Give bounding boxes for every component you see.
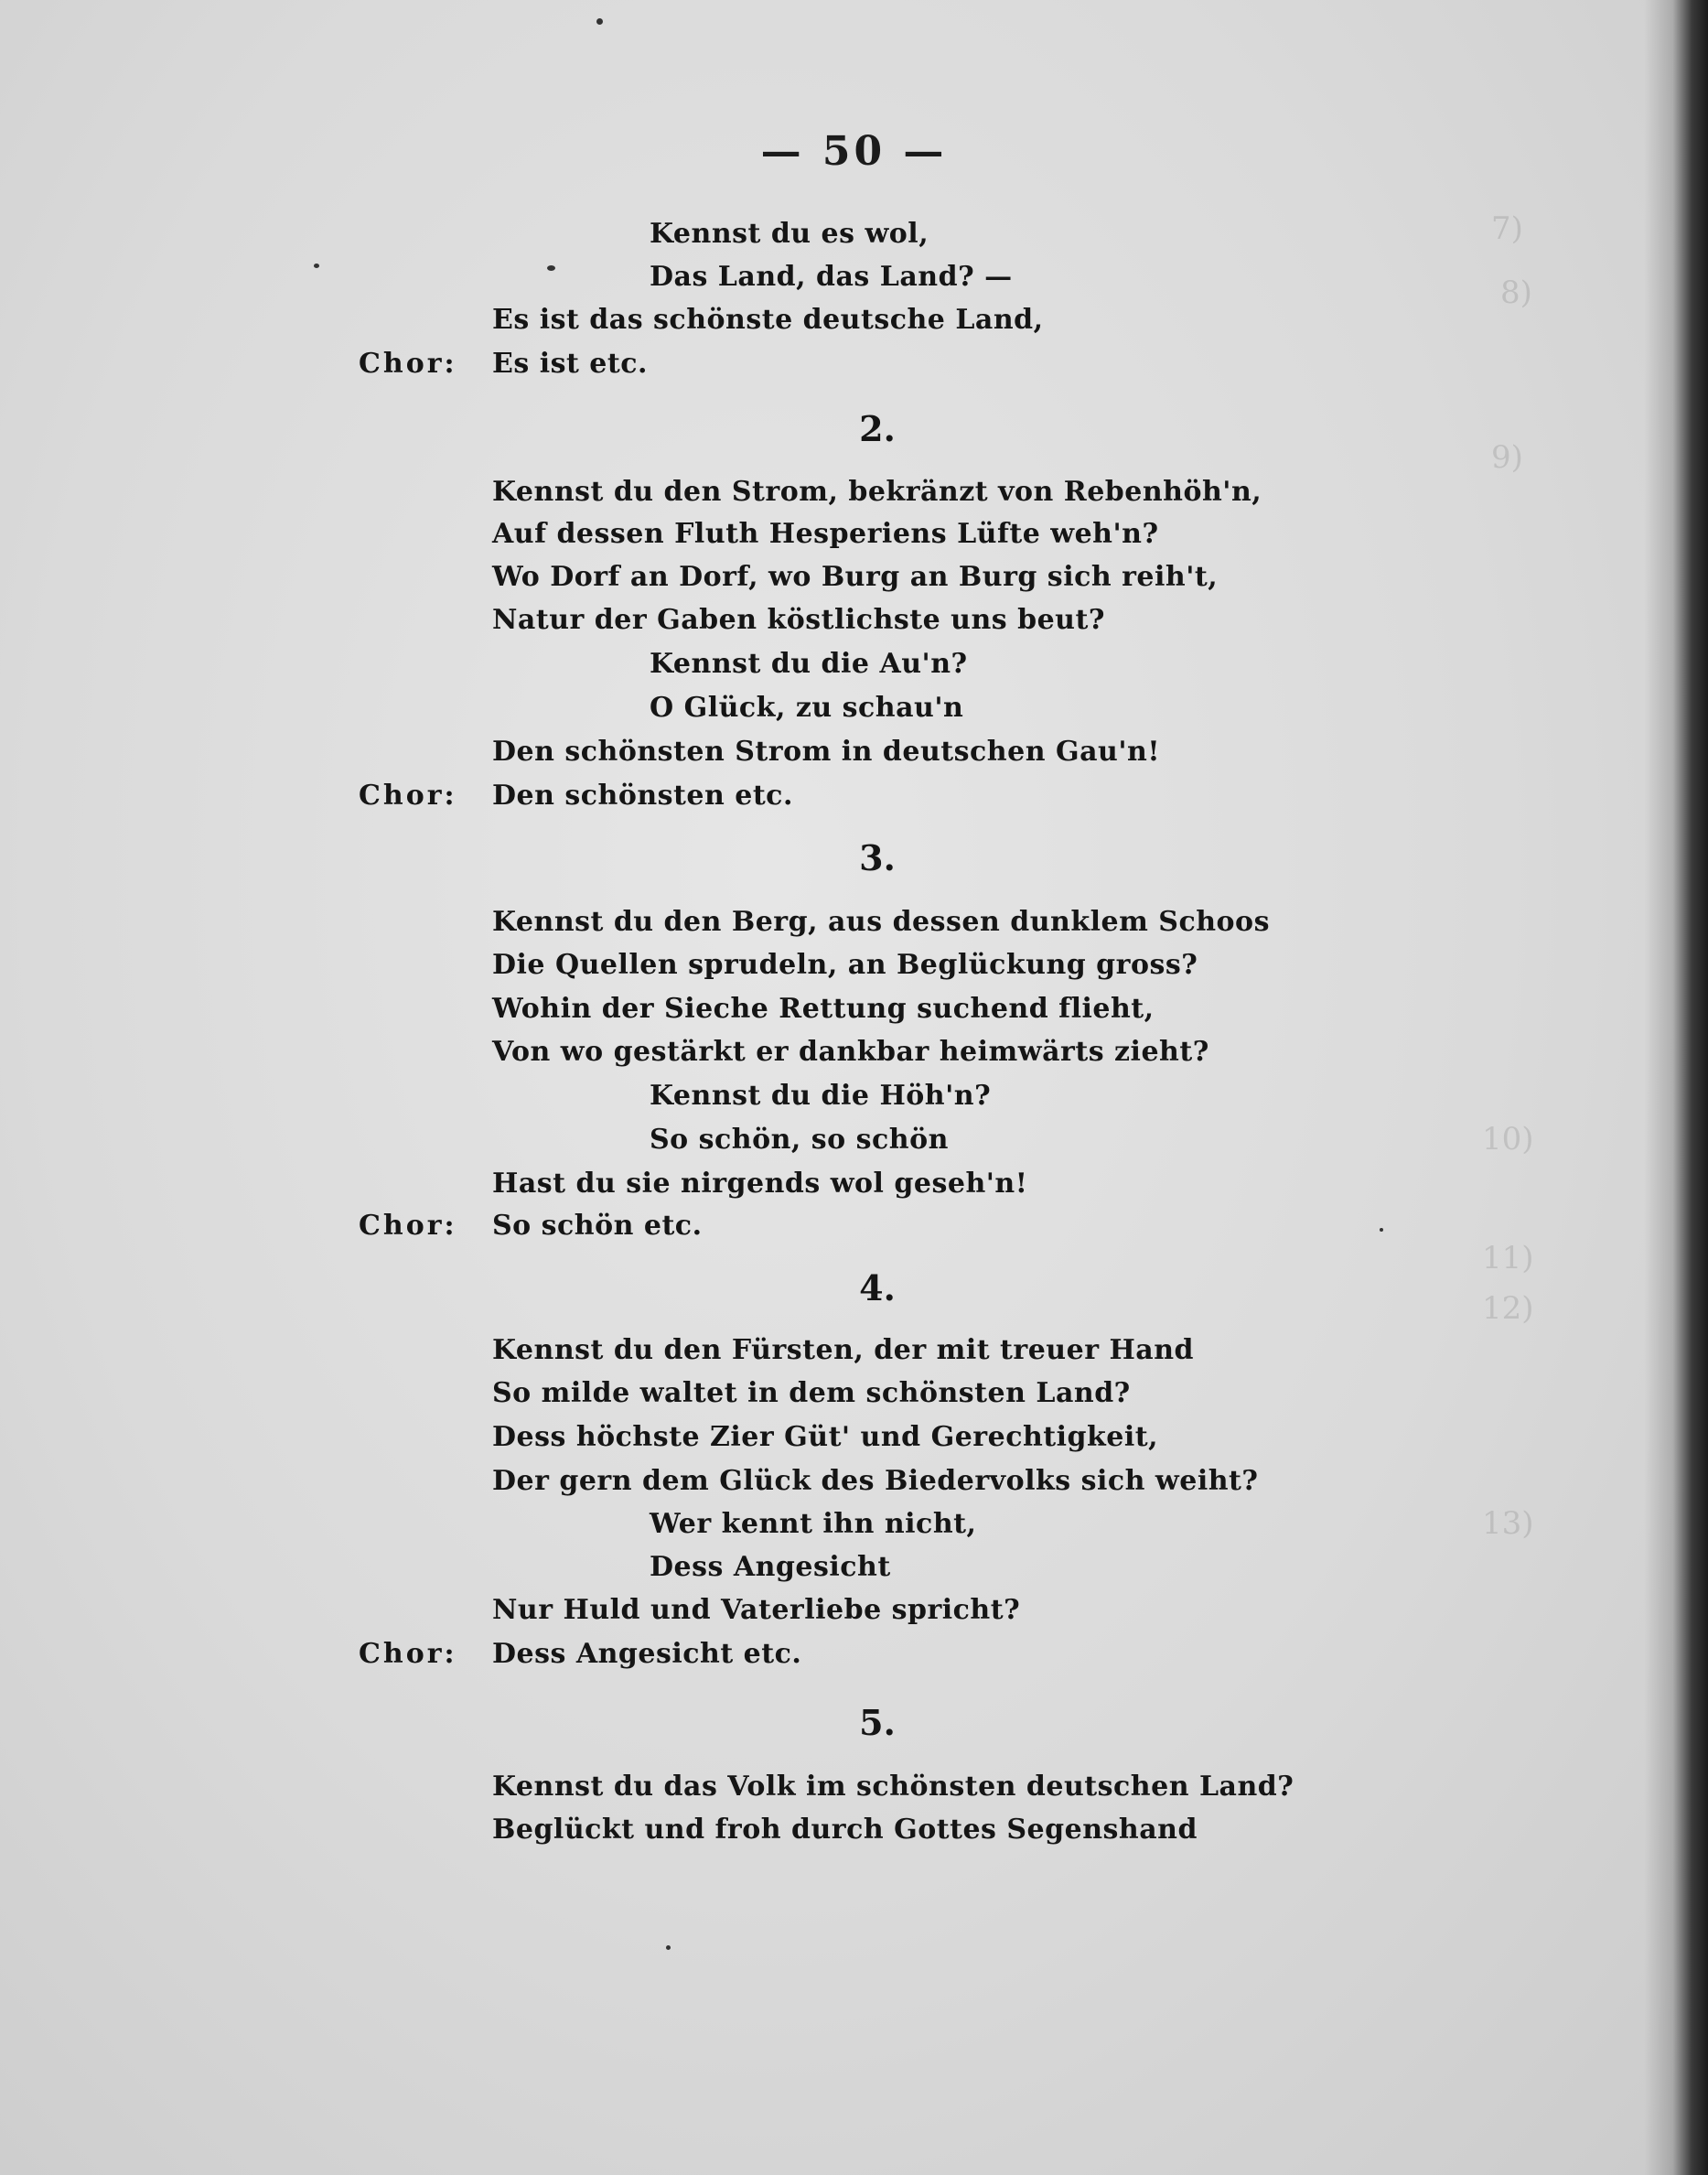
verse-line: Kennst du die Au'n? xyxy=(650,648,968,680)
show-through-ghost: 7) xyxy=(1491,210,1523,247)
stanza-number: 3. xyxy=(859,837,896,878)
verse-line: Die Quellen sprudeln, an Beglückung gross? xyxy=(492,949,1198,981)
verse-line: Beglückt und froh durch Gottes Segenshand xyxy=(492,1814,1198,1846)
show-through-ghost: 12) xyxy=(1482,1290,1534,1327)
verse-line: Dess Angesicht xyxy=(650,1551,891,1583)
verse-line: Nur Huld und Vaterliebe spricht? xyxy=(492,1594,1021,1626)
ink-speck xyxy=(547,265,555,271)
verse-line: Wer kennt ihn nicht, xyxy=(650,1508,977,1540)
verse-line: Wo Dorf an Dorf, wo Burg an Burg sich reih't, xyxy=(492,561,1219,593)
verse-line: Natur der Gaben köstlichste uns beut? xyxy=(492,604,1105,636)
stanza-number: 2. xyxy=(859,408,896,449)
verse-line: Kennst du das Volk im schönsten deutschen Land? xyxy=(492,1771,1294,1803)
verse-line: So milde waltet in dem schönsten Land? xyxy=(492,1377,1131,1409)
show-through-ghost: 13) xyxy=(1482,1505,1534,1542)
chor-label: Chor: xyxy=(359,780,457,812)
verse-line: Das Land, das Land? — xyxy=(650,261,1013,293)
chor-label: Chor: xyxy=(359,1638,457,1670)
verse-line: Hast du sie nirgends wol geseh'n! xyxy=(492,1168,1028,1200)
show-through-ghost: 10) xyxy=(1482,1121,1534,1157)
chor-label: Chor: xyxy=(359,348,457,380)
verse-line: Kennst du den Strom, bekränzt von Rebenhöh'n, xyxy=(492,476,1262,508)
page-number: — 50 — xyxy=(760,128,948,175)
chor-line: So schön etc. xyxy=(492,1210,703,1242)
chor-line: Es ist etc. xyxy=(492,348,648,380)
chor-line: Dess Angesicht etc. xyxy=(492,1638,802,1670)
ink-speck xyxy=(596,18,603,25)
verse-line: Kennst du es wol, xyxy=(650,218,929,250)
verse-line: O Glück, zu schau'n xyxy=(650,692,964,724)
verse-line: Dess höchste Zier Güt' und Gerechtigkeit, xyxy=(492,1421,1159,1453)
ink-speck xyxy=(1380,1228,1383,1232)
show-through-ghost: 8) xyxy=(1500,275,1532,311)
show-through-ghost: 11) xyxy=(1482,1240,1534,1276)
ink-speck xyxy=(666,1945,671,1950)
verse-line: Von wo gestärkt er dankbar heimwärts zieht? xyxy=(492,1036,1209,1068)
verse-line: Wohin der Sieche Rettung suchend flieht, xyxy=(492,993,1155,1025)
spine-shadow xyxy=(1644,0,1708,2175)
verse-line: Es ist das schönste deutsche Land, xyxy=(492,304,1044,336)
stanza-number: 5. xyxy=(859,1702,896,1743)
verse-line: Der gern dem Glück des Biedervolks sich weiht? xyxy=(492,1465,1259,1497)
verse-line: Kennst du die Höh'n? xyxy=(650,1080,992,1112)
chor-label: Chor: xyxy=(359,1210,457,1242)
verse-line: Kennst du den Berg, aus dessen dunklem Schoos xyxy=(492,906,1270,938)
chor-line: Den schönsten etc. xyxy=(492,780,793,812)
verse-line: Kennst du den Fürsten, der mit treuer Hand xyxy=(492,1334,1195,1366)
ink-speck xyxy=(314,264,319,268)
show-through-ghost: 9) xyxy=(1491,439,1523,476)
verse-line: Den schönsten Strom in deutschen Gau'n! xyxy=(492,736,1160,768)
verse-line: So schön, so schön xyxy=(650,1124,949,1156)
verse-line: Auf dessen Fluth Hesperiens Lüfte weh'n? xyxy=(492,518,1159,550)
stanza-number: 4. xyxy=(859,1267,896,1308)
